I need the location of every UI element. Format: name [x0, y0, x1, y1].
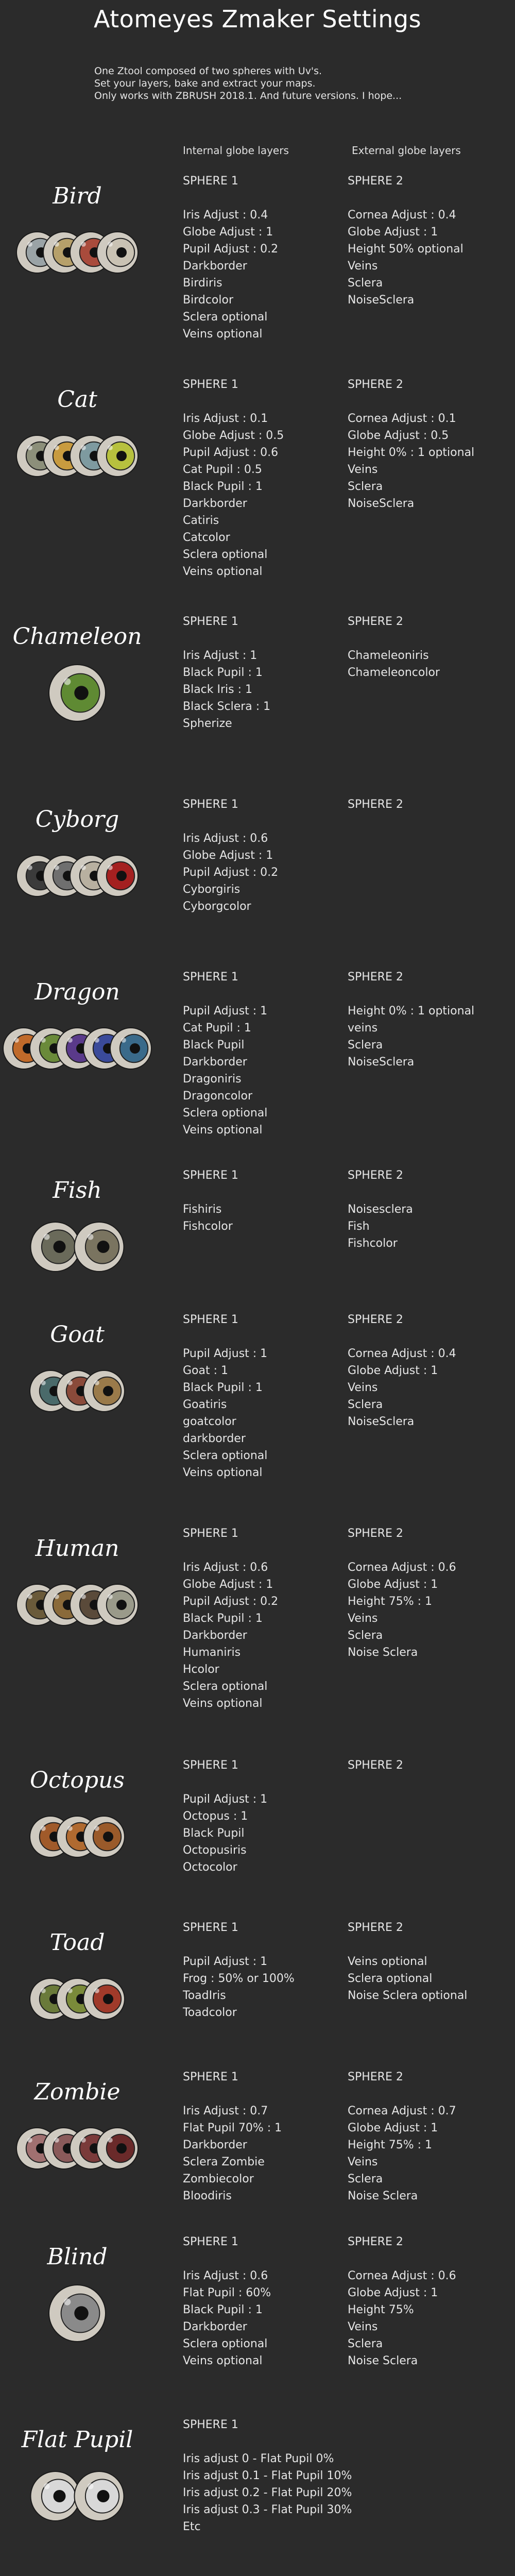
layer-setting: Pupil Adjust : 0.2 [183, 866, 279, 879]
layer-setting: Fishiris [183, 1203, 222, 1216]
sphere-2-settings [348, 2233, 456, 2369]
layer-setting: Black Pupil [183, 1827, 245, 1840]
layer-setting: Noise Sclera [348, 2354, 418, 2367]
sphere-heading: SPHERE 2 [348, 798, 403, 811]
layer-setting: Height 75% [348, 2303, 414, 2316]
layer-setting: Black Pupil : 1 [183, 2303, 263, 2316]
layer-setting: Veins optional [183, 1697, 263, 1710]
eyeball [83, 1370, 125, 1412]
sphere-heading: SPHERE 1 [183, 1169, 238, 1182]
layer-setting: Globe Adjust : 1 [183, 226, 273, 239]
layer-setting: Fish [348, 1220, 370, 1233]
sphere-heading: SPHERE 1 [183, 971, 238, 984]
layer-setting: Globe Adjust : 0.5 [348, 429, 449, 442]
page-title: Atomeyes Zmaker Settings [93, 5, 422, 33]
layer-setting: Sclera [348, 277, 383, 290]
eyeball [75, 1222, 124, 1272]
layer-setting: Birdcolor [183, 294, 234, 307]
sphere-heading: SPHERE 1 [183, 378, 238, 391]
eyeball [75, 2471, 124, 2521]
layer-setting: Globe Adjust : 1 [348, 1578, 438, 1591]
eye-type-title: Fish [53, 1177, 102, 1204]
layer-setting: Flat Pupil 70% : 1 [183, 2122, 282, 2134]
layer-setting: Sclera [348, 1629, 383, 1642]
layer-setting: Cat Pupil : 1 [183, 1022, 251, 1035]
layer-setting: Iris adjust 0.2 - Flat Pupil 20% [183, 2486, 352, 2499]
sphere-2-settings [348, 1757, 403, 1791]
sphere-heading: SPHERE 2 [348, 2071, 403, 2083]
layer-setting: Pupil Adjust : 0.2 [183, 243, 279, 256]
layer-setting: Noisesclera [348, 1203, 413, 1216]
eye-preview [0, 1352, 154, 1430]
layer-setting: Darkborder [183, 260, 247, 273]
layer-setting: Birdiris [183, 277, 222, 290]
layer-setting: Cornea Adjust : 0.4 [348, 1347, 456, 1360]
layer-setting: Zombiecolor [183, 2173, 254, 2185]
layer-setting: Veins [348, 463, 378, 476]
layer-setting: Cornea Adjust : 0.1 [348, 412, 456, 425]
sphere-1-settings [183, 2416, 352, 2535]
intro-line: Set your layers, bake and extract your maps. [94, 78, 316, 89]
layer-setting: Chameleoncolor [348, 666, 440, 679]
eye-preview [0, 417, 154, 495]
sphere-heading: SPHERE 2 [348, 971, 403, 984]
layer-setting: Black Iris : 1 [183, 683, 253, 696]
eye-type-title: Human [35, 1535, 119, 1562]
eyeball [31, 1222, 80, 1272]
layer-setting: Spherize [183, 717, 232, 730]
layer-setting: Globe Adjust : 1 [183, 849, 273, 862]
sphere-2-settings [348, 173, 464, 309]
layer-setting: Sclera optional [183, 311, 268, 324]
layer-setting: Sclera Zombie [183, 2156, 265, 2168]
layer-setting: Iris Adjust : 0.6 [183, 1561, 268, 1574]
layer-setting: darkborder [183, 1432, 246, 1445]
layer-setting: Black Pupil : 1 [183, 666, 263, 679]
eye-preview [0, 2110, 154, 2187]
layer-setting: Iris adjust 0.3 - Flat Pupil 30% [183, 2503, 352, 2516]
layer-setting: Iris Adjust : 0.4 [183, 209, 268, 222]
eye-preview [0, 2458, 154, 2535]
sphere-1-settings [183, 1919, 295, 2021]
layer-setting: Pupil Adjust : 1 [183, 1005, 268, 1018]
sphere-heading: SPHERE 2 [348, 1169, 403, 1182]
intro-line: One Ztool composed of two spheres with Uv's. [94, 65, 322, 77]
sphere-2-settings [348, 796, 403, 830]
layer-setting: Pupil Adjust : 0.6 [183, 446, 279, 459]
layer-setting: Hcolor [183, 1663, 219, 1676]
layer-setting: Veins [348, 2156, 378, 2168]
layer-setting: Globe Adjust : 1 [183, 1578, 273, 1591]
layer-setting: Veins optional [183, 328, 263, 341]
sphere-heading: SPHERE 2 [348, 1921, 403, 1934]
layer-setting: Dragoniris [183, 1073, 242, 1086]
layer-setting: Fishcolor [183, 1220, 233, 1233]
layer-setting: Black Pupil : 1 [183, 1381, 263, 1394]
layer-setting: Height 75% : 1 [348, 2139, 433, 2151]
sphere-heading: SPHERE 1 [183, 1921, 238, 1934]
layer-setting: NoiseSclera [348, 497, 415, 510]
eyeball [97, 232, 138, 273]
sphere-2-settings [348, 613, 440, 681]
sphere-heading: SPHERE 1 [183, 1527, 238, 1540]
eye-preview [0, 837, 154, 914]
layer-setting: Darkborder [183, 1629, 247, 1642]
layer-setting: Sclera [348, 2337, 383, 2350]
layer-setting: Sclera optional [183, 1680, 268, 1693]
sphere-2-settings [348, 2069, 456, 2205]
layer-setting: ToadIris [183, 1989, 226, 2002]
eye-preview [0, 1960, 154, 2038]
sphere-1-settings [183, 1311, 267, 1481]
layer-setting: Noise Sclera [348, 1646, 418, 1659]
layer-setting: Iris Adjust : 0.6 [183, 832, 268, 845]
layer-setting: Noise Sclera [348, 2190, 418, 2202]
sphere-heading: SPHERE 2 [348, 2235, 403, 2248]
layer-setting: Iris Adjust : 0.6 [183, 2269, 268, 2282]
layer-setting: Pupil Adjust : 1 [183, 1793, 268, 1806]
layer-setting: Sclera optional [183, 1107, 268, 1120]
layer-setting: Globe Adjust : 1 [348, 1364, 438, 1377]
layer-setting: Iris adjust 0 - Flat Pupil 0% [183, 2452, 334, 2465]
eyeball [31, 2471, 80, 2521]
sphere-1-settings [183, 969, 267, 1139]
eyeball [83, 1978, 125, 2020]
layer-setting: Veins [348, 1612, 378, 1625]
sphere-1-settings [183, 2069, 282, 2205]
sphere-heading: SPHERE 1 [183, 2071, 238, 2083]
layer-setting: Goat : 1 [183, 1364, 229, 1377]
layer-setting: NoiseSclera [348, 1415, 415, 1428]
layer-setting: Veins optional [183, 1466, 263, 1479]
layer-setting: Frog : 50% or 100% [183, 1972, 295, 1985]
layer-setting: Sclera optional [348, 1972, 433, 1985]
sphere-2-settings [348, 376, 474, 512]
layer-setting: Cornea Adjust : 0.7 [348, 2105, 456, 2117]
layer-setting: Veins [348, 2320, 378, 2333]
sphere-2-settings [348, 1167, 413, 1252]
sphere-heading: SPHERE 2 [348, 378, 403, 391]
sphere-heading: SPHERE 1 [183, 175, 238, 188]
layer-setting: Octopusiris [183, 1844, 247, 1857]
sphere-1-settings [183, 1167, 238, 1235]
sphere-2-settings [348, 1311, 456, 1430]
layer-setting: Etc [183, 2520, 201, 2533]
layer-setting: NoiseSclera [348, 294, 415, 307]
layer-setting: Goatiris [183, 1398, 227, 1411]
eye-preview [0, 2275, 154, 2352]
layer-setting: Veins [348, 1381, 378, 1394]
layer-setting: Black Pupil : 1 [183, 1612, 263, 1625]
layer-setting: Globe Adjust : 1 [348, 2286, 438, 2299]
layer-setting: Cat Pupil : 0.5 [183, 463, 262, 476]
layer-setting: Sclera [348, 1398, 383, 1411]
layer-setting: Veins optional [348, 1955, 427, 1968]
layer-setting: Toadcolor [183, 2006, 237, 2019]
layer-setting: Cornea Adjust : 0.6 [348, 2269, 456, 2282]
layer-setting: Pupil Adjust : 0.2 [183, 1595, 279, 1608]
sphere-heading: SPHERE 1 [183, 798, 238, 811]
eye-type-title: Chameleon [12, 623, 142, 650]
layer-setting: Globe Adjust : 1 [348, 226, 438, 239]
layer-setting: Octopus : 1 [183, 1810, 248, 1823]
eyeball [49, 2285, 106, 2342]
layer-setting: Fishcolor [348, 1237, 398, 1250]
eye-type-title: Cat [57, 386, 97, 413]
layer-setting: Catiris [183, 514, 219, 527]
eye-type-title: Octopus [30, 1767, 125, 1793]
sphere-heading: SPHERE 2 [348, 175, 403, 188]
layer-setting: Height 0% : 1 optional [348, 1005, 475, 1018]
eyeball [49, 665, 106, 721]
eye-type-title: Zombie [34, 2079, 121, 2105]
layer-setting: Sclera optional [183, 2337, 268, 2350]
internal-layers-header: Internal globe layers [183, 144, 289, 157]
layer-setting: Cornea Adjust : 0.4 [348, 209, 456, 222]
sphere-heading: SPHERE 1 [183, 2235, 238, 2248]
layer-setting: Height 75% : 1 [348, 1595, 433, 1608]
layer-setting: veins [348, 1022, 378, 1035]
layer-setting: Globe Adjust : 0.5 [183, 429, 284, 442]
layer-setting: Darkborder [183, 1056, 247, 1069]
layer-setting: Pupil Adjust : 1 [183, 1955, 268, 1968]
layer-setting: Pupil Adjust : 1 [183, 1347, 268, 1360]
layer-setting: Sclera [348, 2173, 383, 2185]
layer-setting: Veins optional [183, 1124, 263, 1137]
layer-setting: Humaniris [183, 1646, 241, 1659]
layer-setting: Iris Adjust : 0.1 [183, 412, 268, 425]
eye-preview [0, 1208, 154, 1285]
layer-setting: Octocolor [183, 1861, 237, 1874]
eyeball [83, 1816, 125, 1857]
layer-setting: Noise Sclera optional [348, 1989, 468, 2002]
intro-line: Only works with ZBRUSH 2018.1. And future versions. I hope... [94, 90, 402, 101]
layer-setting: Iris Adjust : 1 [183, 649, 258, 662]
intro-text [94, 65, 402, 102]
sphere-1-settings [183, 613, 270, 732]
layer-setting: Black Sclera : 1 [183, 700, 271, 713]
sphere-heading: SPHERE 1 [183, 1759, 238, 1772]
external-layers-header: External globe layers [352, 144, 461, 157]
layer-setting: Height 50% optional [348, 243, 464, 256]
eye-preview [0, 214, 154, 291]
eye-type-title: Goat [50, 1321, 105, 1348]
sphere-1-settings [183, 173, 278, 343]
layer-setting: Darkborder [183, 2320, 247, 2333]
layer-setting: Dragoncolor [183, 1090, 253, 1103]
eye-type-title: Blind [47, 2244, 108, 2270]
layer-setting: Globe Adjust : 1 [348, 2122, 438, 2134]
layer-setting: Cyborgcolor [183, 900, 251, 913]
sphere-heading: SPHERE 2 [348, 1313, 403, 1326]
eye-type-title: Cyborg [35, 806, 119, 833]
layer-setting: Iris Adjust : 0.7 [183, 2105, 268, 2117]
layer-setting: Sclera optional [183, 1449, 268, 1462]
layer-setting: Chameleoniris [348, 649, 429, 662]
layer-setting: goatcolor [183, 1415, 236, 1428]
eye-preview [0, 1798, 154, 1875]
layer-setting: Sclera optional [183, 548, 268, 561]
sphere-2-settings [348, 969, 474, 1071]
sphere-1-settings [183, 1757, 267, 1876]
layer-setting: Cornea Adjust : 0.6 [348, 1561, 456, 1574]
sphere-1-settings [183, 796, 278, 915]
sphere-heading: SPHERE 2 [348, 1759, 403, 1772]
layer-setting: Darkborder [183, 2139, 247, 2151]
layer-setting: Cyborgiris [183, 883, 241, 896]
eyeball [97, 435, 138, 477]
sphere-2-settings [348, 1525, 456, 1661]
eyeball [97, 2128, 138, 2169]
layer-setting: Veins optional [183, 2354, 263, 2367]
sphere-heading: SPHERE 1 [183, 2418, 238, 2431]
sphere-heading: SPHERE 1 [183, 1313, 238, 1326]
eye-preview [0, 1566, 154, 1643]
eye-preview [0, 654, 154, 732]
layer-setting: Height 0% : 1 optional [348, 446, 475, 459]
eye-type-title: Bird [53, 183, 102, 209]
eye-type-title: Flat Pupil [21, 2427, 133, 2453]
sphere-1-settings [183, 2233, 271, 2369]
layer-setting: Veins optional [183, 565, 263, 578]
layer-setting: Catcolor [183, 531, 230, 544]
eyeball [97, 1584, 138, 1625]
layer-setting: Veins [348, 260, 378, 273]
eye-type-title: Toad [49, 1929, 105, 1956]
sphere-1-settings [183, 1525, 278, 1712]
layer-setting: Black Pupil [183, 1039, 245, 1052]
eye-type-title: Dragon [35, 979, 120, 1005]
layer-setting: Iris adjust 0.1 - Flat Pupil 10% [183, 2469, 352, 2482]
layer-setting: Flat Pupil : 60% [183, 2286, 271, 2299]
layer-setting: Bloodiris [183, 2190, 232, 2202]
layer-setting: Sclera [348, 480, 383, 493]
eyeball [97, 855, 138, 896]
sphere-heading: SPHERE 2 [348, 1527, 403, 1540]
eyeball [110, 1028, 151, 1069]
eye-preview [0, 1010, 154, 1087]
layer-setting: NoiseSclera [348, 1056, 415, 1069]
sphere-1-settings [183, 376, 284, 580]
sphere-heading: SPHERE 1 [183, 615, 238, 628]
sphere-2-settings [348, 1919, 467, 2004]
sphere-heading: SPHERE 2 [348, 615, 403, 628]
layer-setting: Black Pupil : 1 [183, 480, 263, 493]
layer-setting: Darkborder [183, 497, 247, 510]
layer-setting: Sclera [348, 1039, 383, 1052]
